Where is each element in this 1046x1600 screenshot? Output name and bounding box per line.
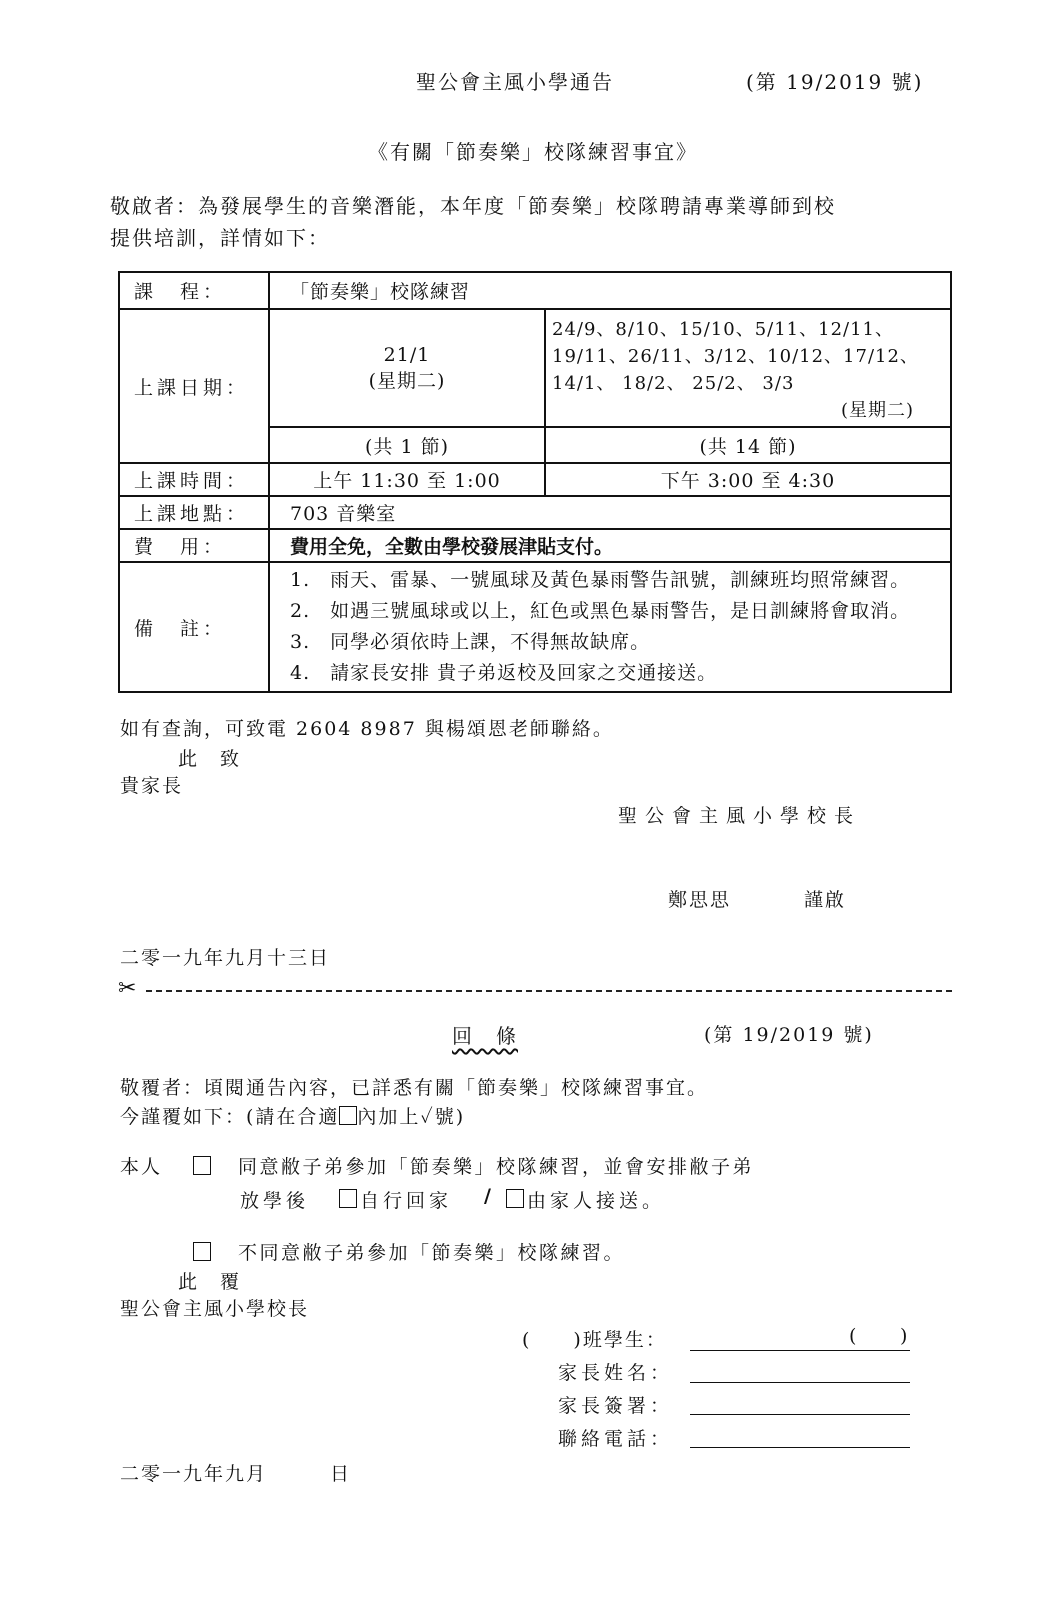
note-item: 3. 同學必須依時上課，不得無故缺席。 xyxy=(290,631,651,653)
date-list-row: 19/11、26/11、3/12、10/12、17/12、 xyxy=(552,346,919,367)
date-list-row: 14/1、 18/2、 25/2、 3/3 xyxy=(552,373,795,394)
fee-value: 費用全免，全數由學校發展津貼支付。 xyxy=(269,529,951,562)
phone-label: 聯絡電話： xyxy=(558,1428,674,1450)
parent-name-label: 家長姓名： xyxy=(558,1362,674,1384)
contact-line: 如有查詢，可致電 2604 8987 與楊頌恩老師聯絡。 xyxy=(120,718,614,740)
disagree-text: 不同意敝子弟參加「節奏樂」校隊練習。 xyxy=(238,1242,626,1264)
date-list-day: (星期二) xyxy=(840,400,914,421)
time-single: 上午 11:30 至 1:00 xyxy=(269,463,545,496)
details-table xyxy=(118,271,952,693)
count-single: (共 1 節) xyxy=(269,427,545,463)
date-list-cell xyxy=(545,309,951,427)
time-label: 上課時間： xyxy=(119,463,269,496)
student-name-line[interactable] xyxy=(690,1350,910,1351)
checkmark-icon: ✓ xyxy=(420,1106,435,1128)
agree-text: 同意敝子弟參加「節奏樂」校隊練習，並會安排敝子弟 xyxy=(238,1156,755,1178)
notice-subject: 《有關「節奏樂」校隊練習事宜》 xyxy=(368,140,698,164)
notes-list xyxy=(269,562,951,692)
parent-sign-label: 家長簽署： xyxy=(558,1395,674,1417)
time-list: 下午 3:00 至 4:30 xyxy=(545,463,951,496)
closing-signer: 鄭思思 xyxy=(668,889,732,911)
class-student-label: ( )班學生： xyxy=(522,1329,667,1351)
intro-line-2: 提供培訓，詳情如下： xyxy=(110,226,330,250)
slip-recipient: 聖公會主風小學校長 xyxy=(120,1298,310,1320)
note-item: 4. 請家長安排 貴子弟返校及回家之交通接送。 xyxy=(290,662,718,684)
slip-line-2-a: 今謹覆如下：(請在合適 xyxy=(120,1106,340,1128)
note-item: 2. 如遇三號風球或以上，紅色或黑色暴雨警告，是日訓練將會取消。 xyxy=(290,600,911,622)
option-slash: / xyxy=(484,1185,493,1207)
parent-sign-line[interactable] xyxy=(690,1414,910,1415)
disagree-checkbox[interactable] xyxy=(193,1242,211,1261)
slip-line-2-c: 號) xyxy=(434,1106,466,1128)
closing-to: 此 致 xyxy=(178,748,242,770)
course-label: 課 程： xyxy=(119,272,269,309)
checkbox-sample xyxy=(339,1106,357,1125)
class-number-close: ) xyxy=(900,1325,910,1347)
count-list: (共 14 節) xyxy=(545,427,951,463)
fee-label: 費 用： xyxy=(119,529,269,562)
parent-name-line[interactable] xyxy=(690,1382,910,1383)
slip-line-2 xyxy=(120,1102,465,1129)
slip-reply: 此 覆 xyxy=(178,1271,242,1293)
venue-label: 上課地點： xyxy=(119,496,269,529)
family-pickup-label: 由家人接送。 xyxy=(527,1190,666,1212)
date-list-row: 24/9、8/10、15/10、5/11、12/11、 xyxy=(552,319,895,340)
date-label: 上課日期： xyxy=(119,309,269,463)
closing-sign-word: 謹啟 xyxy=(804,889,847,911)
course-value: 「節奏樂」校隊練習 xyxy=(269,272,951,309)
date-single-cell xyxy=(269,309,545,427)
slip-notice-number: (第 19/2019 號) xyxy=(704,1024,874,1046)
self-label: 本人 xyxy=(120,1156,163,1178)
closing-sender: 聖公會主風小學校長 xyxy=(618,805,862,827)
notes-label: 備 註： xyxy=(119,562,269,692)
agree-checkbox[interactable] xyxy=(193,1156,211,1175)
family-pickup-checkbox[interactable] xyxy=(506,1189,524,1208)
note-item: 1. 雨天、雷暴、一號風球及黃色暴雨警告訊號，訓練班均照常練習。 xyxy=(290,569,911,591)
date-single-day: (星期二) xyxy=(368,369,446,392)
intro-line-1: 敬啟者：為發展學生的音樂潛能，本年度「節奏樂」校隊聘請專業導師到校 xyxy=(110,194,836,218)
class-number-open: ( xyxy=(849,1325,859,1347)
cut-line xyxy=(146,990,952,992)
slip-line-2-b: 內加上 xyxy=(357,1106,421,1128)
slip-line-1: 敬覆者：頃閱通告內容，已詳悉有關「節奏樂」校隊練習事宜。 xyxy=(120,1077,709,1099)
date-single: 21/1 xyxy=(383,343,431,366)
slip-title-text: 回 條 xyxy=(452,1024,518,1048)
venue-value: 703 音樂室 xyxy=(269,496,951,529)
go-home-self-checkbox[interactable] xyxy=(339,1189,357,1208)
go-home-self-label: 自行回家 xyxy=(360,1190,453,1212)
notice-title: 聖公會主風小學通告 xyxy=(416,70,614,94)
closing-date: 二零一九年九月十三日 xyxy=(120,947,331,969)
slip-title xyxy=(452,1020,518,1049)
phone-line[interactable] xyxy=(690,1447,910,1448)
after-school-label: 放學後 xyxy=(240,1190,310,1212)
closing-recipient: 貴家長 xyxy=(120,775,184,797)
scissors-icon: ✂ xyxy=(118,976,137,1001)
notice-number: (第 19/2019 號) xyxy=(746,70,924,94)
slip-date: 二零一九年九月 日 xyxy=(120,1463,352,1485)
